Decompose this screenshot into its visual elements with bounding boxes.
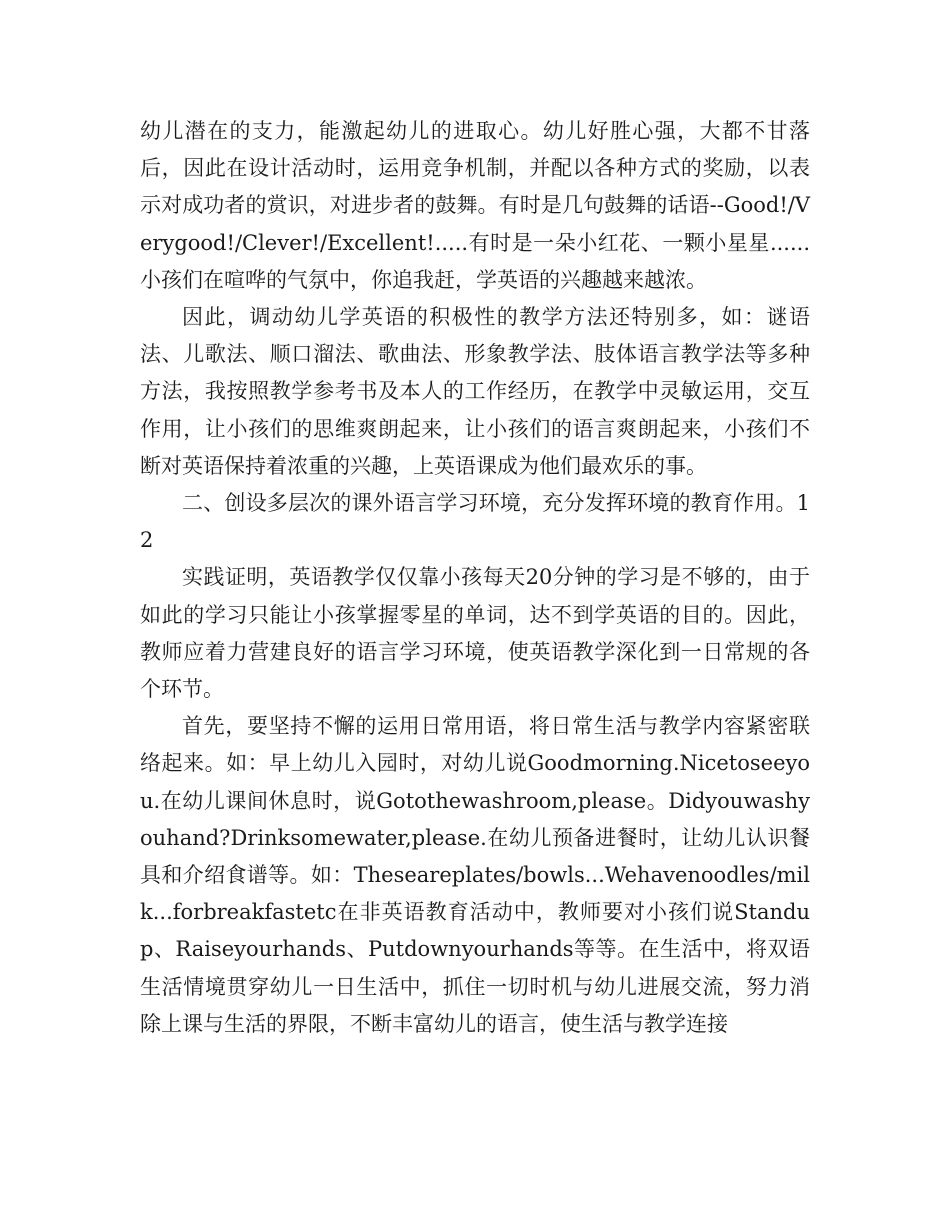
paragraph-3: 二、创设多层次的课外语言学习环境，充分发挥环境的教育作用。12 <box>140 491 810 553</box>
paragraph-2: 因此，调动幼儿学英语的积极性的教学方法还特别多，如：谜语法、儿歌法、顺口溜法、歌曲法、形象教学法、肢体语言教学法等多种方法，我按照教学参考书及本人的工作经历，在教学中灵敏运用，交互作用，让小孩们的思维爽朗起来，让小孩们的语言爽朗起来，小孩们不断对英语保持着浓重的兴趣，上英语课成为他们最欢乐的事。 <box>140 305 810 478</box>
paragraph-1: 幼儿潜在的支力，能激起幼儿的进取心。幼儿好胜心强，大都不甘落后，因此在设计活动时，运用竞争机制，并配以各种方式的奖励，以表示对成功者的赏识，对进步者的鼓舞。有时是几句鼓舞的话语--Good!/Verygood!/Clever!/Excellent!.....有时是一朵小红花、一颗小星星......小孩们在喧哗的气氛中，你追我赶，学英语的兴趣越来越浓。 <box>140 119 810 292</box>
document-body <box>140 113 810 1043</box>
paragraph-5: 首先，要坚持不懈的运用日常用语，将日常生活与教学内容紧密联络起来。如：早上幼儿入园时，对幼儿说Goodmorning.Nicetoseeyou.在幼儿课间休息时，说Gotothewashroom,please。Didyouwashyouhand?Drinksomewater,please.在幼儿预备进餐时，让幼儿认识餐具和介绍食谱等。如：Thesearеplates/bowls...Wehavenoodles/milk...forbreakfastetc在非英语教育活动中，教师要对小孩们说Standup、Raiseyourhands、Putdownyourhands等等。在生活中，将双语生活情境贯穿幼儿一日生活中，抓住一切时机与幼儿进展交流，努力消除上课与生活的界限，不断丰富幼儿的语言，使生活与教学连接 <box>140 714 810 1036</box>
paragraph-4: 实践证明，英语教学仅仅靠小孩每天20分钟的学习是不够的，由于如此的学习只能让小孩掌握零星的单词，达不到学英语的目的。因此，教师应着力营建良好的语言学习环境，使英语教学深化到一日常规的各个环节。 <box>140 565 810 702</box>
